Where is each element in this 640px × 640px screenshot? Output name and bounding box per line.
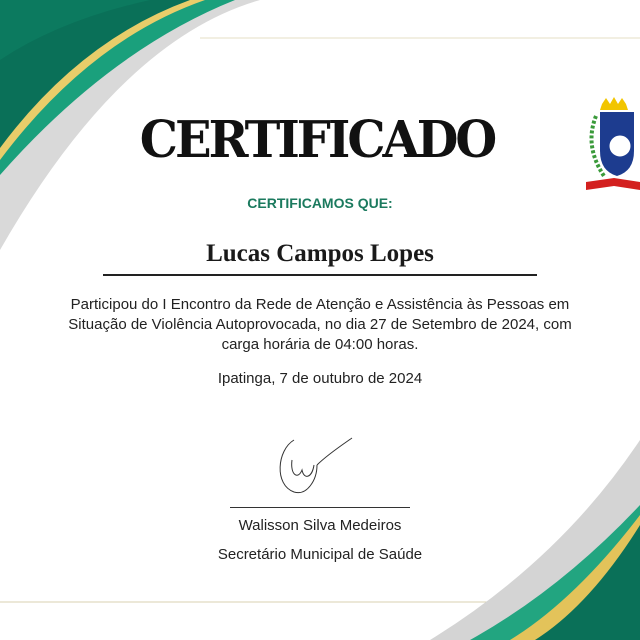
certify-label: CERTIFICAMOS QUE:	[247, 195, 393, 211]
signer-name: Walisson Silva Medeiros	[238, 517, 402, 534]
municipal-coat-of-arms-logo	[584, 96, 640, 196]
signer-role: Secretário Municipal de Saúde	[217, 546, 423, 563]
certificate-body: Participou do I Encontro da Rede de Atenção e Assistência às Pessoas em Situação de Violência Autoprovocada, no dia 27 de Setembro de 2024, com carga horária de 04:00 horas.	[68, 296, 572, 353]
signature	[272, 430, 357, 500]
name-underline	[103, 274, 537, 276]
recipient-name: Lucas Campos Lopes	[206, 240, 434, 267]
certificate-title: CERTIFICADO	[139, 110, 495, 170]
signature-line	[230, 507, 410, 508]
place-date: Ipatinga, 7 de outubro de 2024	[217, 370, 423, 387]
